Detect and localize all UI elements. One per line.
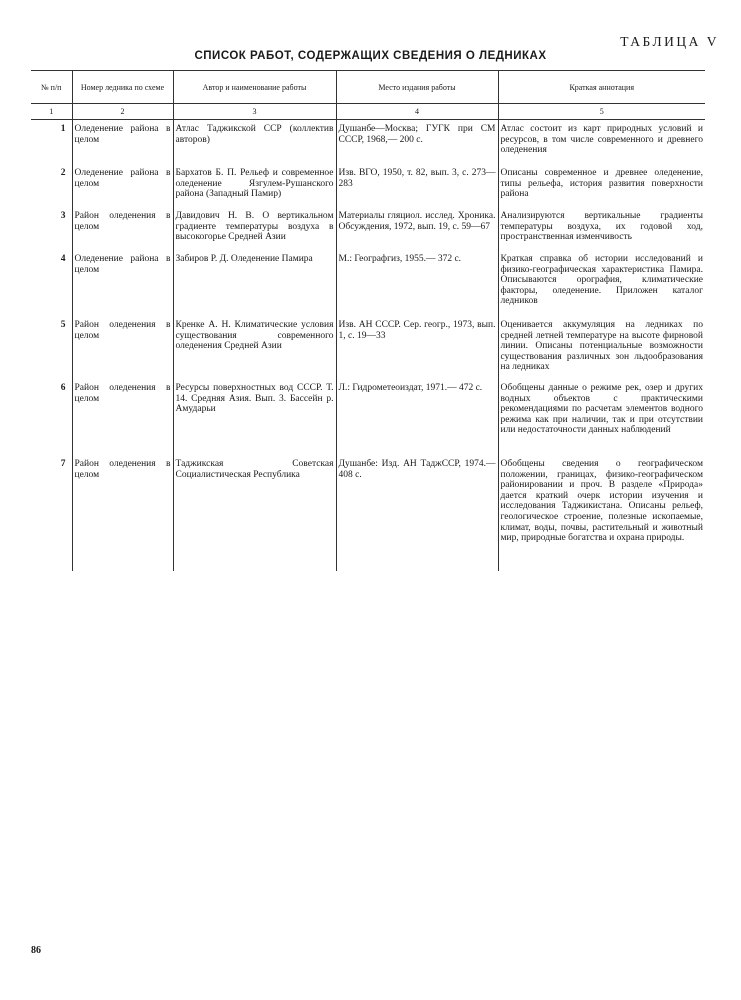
table-row: [31, 320, 705, 383]
author-cell: Кренке А. Н. Климатические условия существования современного оледенения Средней Азии: [173, 320, 336, 383]
column-number: 2: [72, 104, 173, 120]
author-cell: Атлас Таджикской ССР (коллектив авторов): [173, 124, 336, 168]
column-number: 4: [336, 104, 498, 120]
header-annotation: Краткая аннотация: [498, 71, 705, 104]
row-number: 5: [60, 320, 66, 330]
column-number-row: [31, 104, 705, 120]
page-number: 86: [31, 945, 41, 956]
table-row: [31, 383, 705, 459]
column-number: 1: [31, 104, 72, 120]
glacier-cell: Оледенение района в целом: [72, 254, 173, 320]
place-cell: Изв. ВГО, 1950, т. 82, вып. 3, с. 273—283: [336, 168, 498, 211]
table-row: [31, 168, 705, 211]
author-cell: Забиров Р. Д. Оледенение Памира: [173, 254, 336, 320]
table-label: ТАБЛИЦА V: [620, 34, 719, 49]
row-number: 6: [60, 383, 66, 393]
author-cell: Ресурсы поверхностных вод СССР. Т. 14. Средняя Азия. Вып. 3. Бассейн р. Амударьи: [173, 383, 336, 459]
row-number: 7: [60, 459, 66, 469]
place-cell: Душанбе—Москва; ГУГК при СМ СССР, 1968,— 200 с.: [336, 124, 498, 168]
column-number: 5: [498, 104, 705, 120]
place-cell: Л.: Гидрометеоиздат, 1971.— 472 с.: [336, 383, 498, 459]
table-row: [31, 211, 705, 254]
row-number: 4: [60, 254, 66, 264]
glacier-cell: Район оледенения в целом: [72, 211, 173, 254]
page-title: СПИСОК РАБОТ, СОДЕРЖАЩИХ СВЕДЕНИЯ О ЛЕДНИКАХ: [194, 50, 547, 62]
annotation-cell: Атлас состоит из карт природных условий и ресурсов, в том числе современного и древнего оледенения: [498, 124, 705, 168]
header-glacier: Номер ледника по схеме: [72, 71, 173, 104]
glacier-cell: Оледенение района в целом: [72, 168, 173, 211]
annotation-cell: Обобщены сведения о географическом положении, границах, физико-географическом районировании и проч. В разделе «Природа» дается краткий очерк истории изучения и исследования Таджикистана. Описаны рельеф, геологическое строение, полезные ископаемые, климат, воды, почвы, растительный и животный мир, природные богатства и охрана природы.: [498, 459, 705, 571]
row-number: 2: [60, 168, 66, 178]
author-cell: Таджикская Советская Социалистическая Республика: [173, 459, 336, 571]
annotation-cell: Оценивается аккумуляция на ледниках по средней летней температуре на высоте фирновой линии. Описаны потенциальные возможности существования различных зон льдообразования на ледниках: [498, 320, 705, 383]
header-place: Место издания работы: [336, 71, 498, 104]
table-row: [31, 459, 705, 571]
glacier-cell: Район оледенения в целом: [72, 383, 173, 459]
annotation-cell: Описаны современное и древнее оледенение, типы рельефа, история развития поверхности района: [498, 168, 705, 211]
annotation-cell: Краткая справка об истории исследований и физико-географическая характеристика Памира. Описываются орография, климатические факторы, оледенение. Приложен каталог ледников: [498, 254, 705, 320]
annotation-cell: Обобщены данные о режиме рек, озер и других водных объектов с практическими рекомендациями по расчетам элементов водного режима как при наличии, так и при отсутствии или недостаточности данных наблюдений: [498, 383, 705, 459]
glacier-cell: Район оледенения в целом: [72, 459, 173, 571]
table-row: [31, 124, 705, 168]
place-cell: Изв. АН СССР. Сер. геогр., 1973, вып. 1, с. 19—33: [336, 320, 498, 383]
row-number: 1: [60, 124, 66, 134]
header-num: № п/п: [31, 71, 72, 104]
annotation-cell: Анализируются вертикальные градиенты температуры воздуха, их годовой ход, пространственная изменчивость: [498, 211, 705, 254]
column-number: 3: [173, 104, 336, 120]
table-row: [31, 254, 705, 320]
place-cell: Душанбе: Изд. АН ТаджССР, 1974.— 408 с.: [336, 459, 498, 571]
header-row: [31, 71, 705, 104]
place-cell: М.: Географгиз, 1955.— 372 с.: [336, 254, 498, 320]
works-table: [31, 70, 705, 571]
author-cell: Бархатов Б. П. Рельеф и современное оледенение Язгулем-Рушанского района (Западный Памир): [173, 168, 336, 211]
place-cell: Материалы гляциол. исслед. Хроника. Обсуждения, 1972, вып. 19, с. 59—67: [336, 211, 498, 254]
glacier-cell: Район оледенения в целом: [72, 320, 173, 383]
glacier-cell: Оледенение района в целом: [72, 124, 173, 168]
header-author: Автор и наименование работы: [173, 71, 336, 104]
row-number: 3: [60, 211, 66, 221]
author-cell: Давидович Н. В. О вертикальном градиенте температуры воздуха в высокогорье Средней Азии: [173, 211, 336, 254]
